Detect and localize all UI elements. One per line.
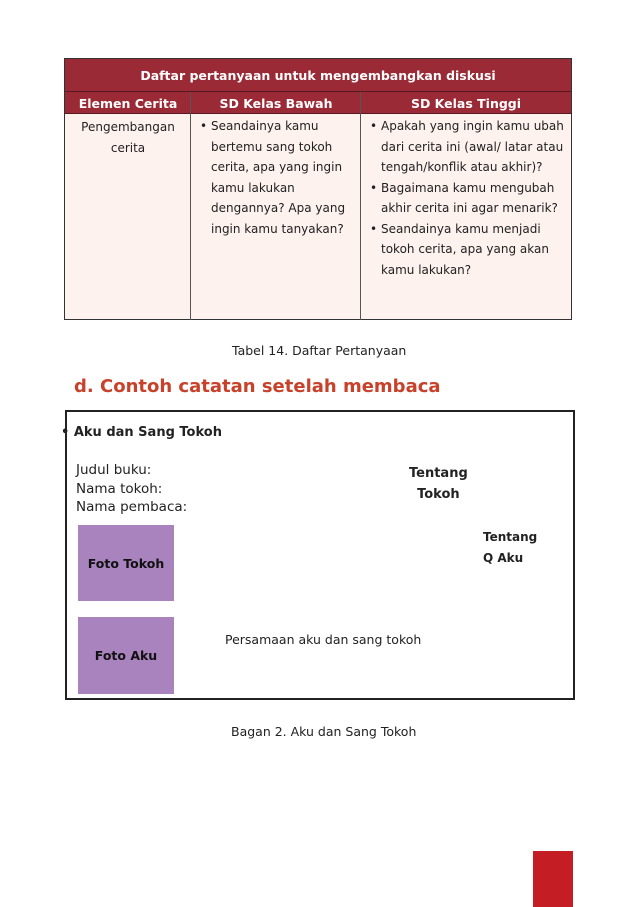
field-nama-pembaca: Nama pembaca: <box>76 499 188 515</box>
tentang-aku-label <box>483 527 537 569</box>
tentang-tokoh-line: Tentang <box>409 466 468 481</box>
field-nama-tokoh: Nama tokoh: <box>76 480 163 497</box>
discussion-questions-table <box>64 58 572 320</box>
foto-tokoh-box <box>78 525 174 601</box>
cell-kelas-tinggi <box>361 114 571 319</box>
cell-elemen-line: Pengembangan <box>81 120 175 134</box>
page-corner-tab <box>533 851 573 907</box>
column-divider <box>190 92 191 320</box>
cell-kelas-bawah <box>191 114 361 319</box>
persamaan-label: Persamaan aku dan sang tokoh <box>225 632 422 647</box>
section-title: d. Contoh catatan setelah membaca <box>74 376 441 397</box>
kelas-tinggi-list <box>367 114 565 280</box>
column-divider <box>360 92 361 320</box>
tentang-aku-line: Q Aku <box>483 551 524 565</box>
table-title: Daftar pertanyaan untuk mengembangkan diskusi <box>65 59 571 92</box>
header-elemen-cerita: Elemen Cerita <box>78 95 178 111</box>
aku-dan-sang-tokoh-diagram <box>61 410 575 700</box>
cell-elemen <box>65 114 191 319</box>
tentang-tokoh-line: Tokoh <box>417 487 460 502</box>
kelas-bawah-list <box>197 114 353 239</box>
foto-aku-label: Foto Aku <box>94 648 158 663</box>
diagram-caption: Bagan 2. Aku dan Sang Tokoh <box>231 724 417 739</box>
tentang-aku-line: Tentang <box>483 530 538 544</box>
list-item: • Apakah yang ingin kamu ubah dari cerita ini (awal/ latar atau tengah/konflik atau akhir)? <box>367 116 565 178</box>
list-item: • Seandainya kamu menjadi tokoh cerita, apa yang akan kamu lakukan? <box>367 219 565 281</box>
table-header-row <box>65 92 571 114</box>
foto-aku-box <box>78 617 174 694</box>
list-item: • Bagaimana kamu mengubah akhir cerita ini agar menarik? <box>367 178 565 219</box>
diagram-heading: • Aku dan Sang Tokoh <box>61 425 222 440</box>
tentang-tokoh-label <box>409 463 468 505</box>
header-sd-kelas-bawah: SD Kelas Bawah <box>219 95 333 111</box>
table-row <box>65 114 571 319</box>
header-sd-kelas-tinggi: SD Kelas Tinggi <box>410 95 522 111</box>
table-caption: Tabel 14. Daftar Pertanyaan <box>232 343 407 358</box>
list-item: • Seandainya kamu bertemu sang tokoh cerita, apa yang ingin kamu lakukan dengannya? Apa yang ingin kamu tanyakan? <box>197 116 353 239</box>
cell-elemen-line: cerita <box>110 140 146 155</box>
foto-tokoh-label: Foto Tokoh <box>87 555 165 571</box>
book-info-fields <box>76 461 187 517</box>
field-judul-buku: Judul buku: <box>76 462 152 478</box>
